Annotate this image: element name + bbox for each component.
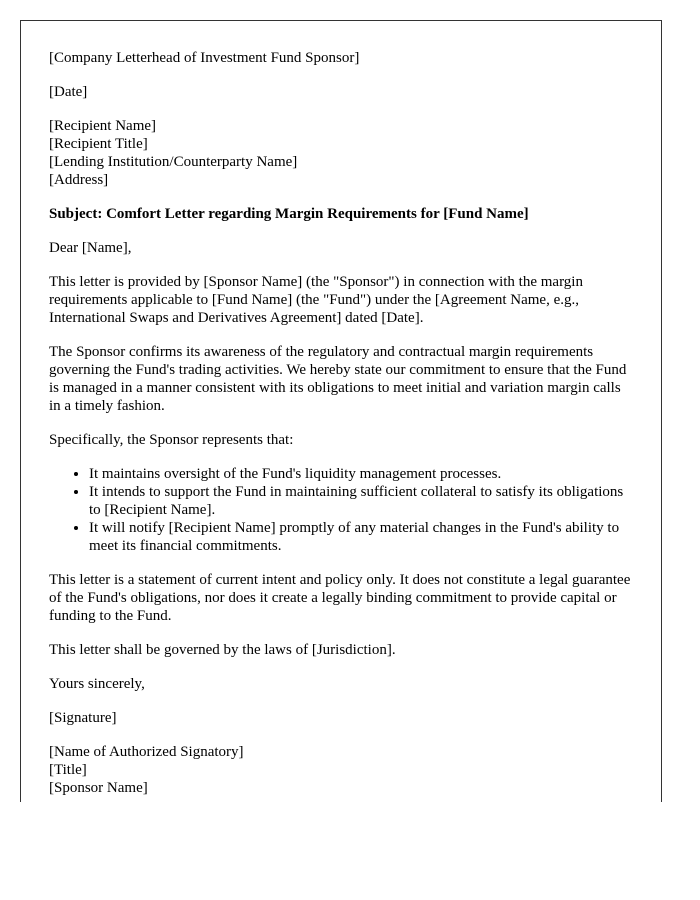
valediction: Yours sincerely, [49,676,145,692]
signatory-title: [Title] [49,762,87,778]
subject-line: Subject: Comfort Letter regarding Margin Requirements for [Fund Name] [49,206,529,222]
letter-date: [Date] [49,84,88,100]
body-paragraph: This letter is provided by [Sponsor Name] (the "Sponsor") in connection with the margin requirements applicable to [Fund Name] (the "Fund") under the [Agreement Name, e.g., International Swaps and Derivatives Agreement] dated [Date]. [49,274,583,326]
recipient-title: [Recipient Title] [49,136,148,152]
signatory-name: [Name of Authorized Signatory] [49,744,244,760]
letter-page [20,20,662,802]
representations-list [49,465,633,555]
signatory-sponsor: [Sponsor Name] [49,780,148,796]
signature: [Signature] [49,710,117,726]
body-paragraph: Specifically, the Sponsor represents that: [49,432,294,448]
recipient-block [49,117,633,189]
body-paragraph: This letter is a statement of current intent and policy only. It does not constitute a legal guarantee of the Fund's obligations, nor does it create a legally binding commitment to provide capital or funding to the Fund. [49,572,631,624]
recipient-name: [Recipient Name] [49,118,157,134]
recipient-institution: [Lending Institution/Counterparty Name] [49,154,298,170]
list-item: • It intends to support the Fund in maintaining sufficient collateral to satisfy its obligations to [Recipient Name]. [89,483,633,519]
letterhead: [Company Letterhead of Investment Fund Sponsor] [49,50,360,66]
body-paragraph: The Sponsor confirms its awareness of the regulatory and contractual margin requirements governing the Fund's trading activities. We hereby state our commitment to ensure that the Fund is managed in a manner consistent with its obligations to meet initial and variation margin calls in a timely fashion. [49,344,627,414]
recipient-address: [Address] [49,172,109,188]
body-paragraph: This letter shall be governed by the laws of [Jurisdiction]. [49,642,396,658]
list-item: • It maintains oversight of the Fund's liquidity management processes. [89,465,633,483]
signatory-block [49,743,633,797]
list-item: • It will notify [Recipient Name] promptly of any material changes in the Fund's ability to meet its financial commitments. [89,519,633,555]
salutation: Dear [Name], [49,240,132,256]
